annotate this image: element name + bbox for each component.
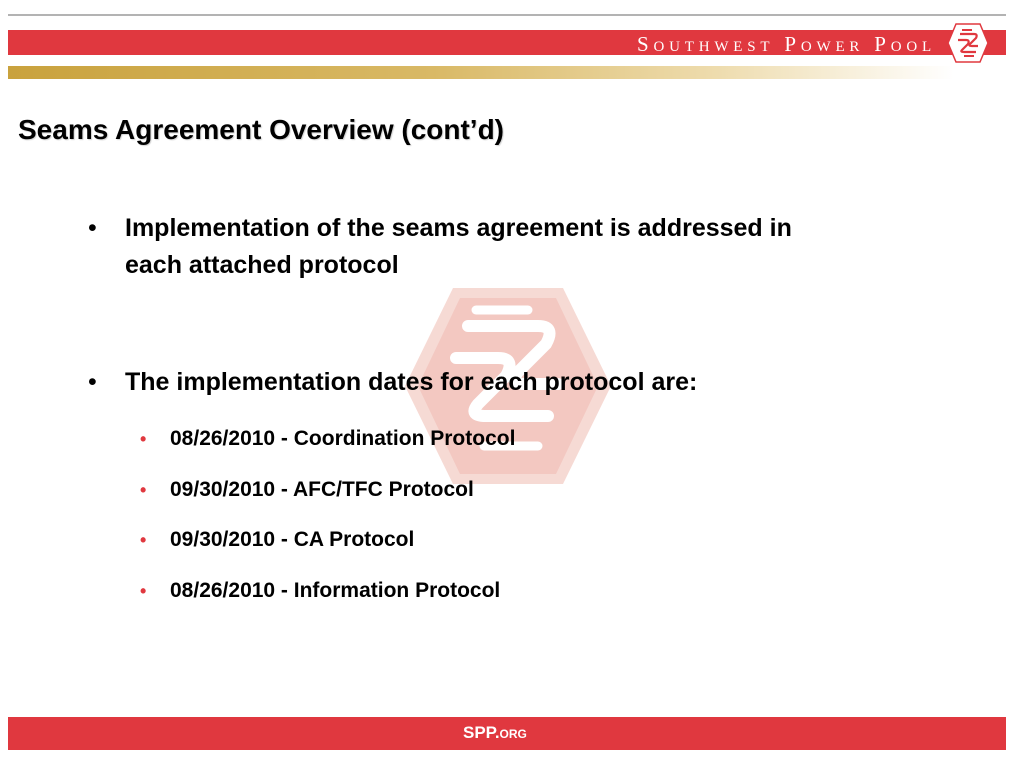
brand-name: Southwest Power Pool	[636, 32, 936, 56]
sub-bullet-dot: •	[140, 429, 147, 449]
sub-bullet-dot: •	[140, 480, 147, 500]
bullet-dot: •	[88, 214, 97, 242]
sub-bullet-dot: •	[140, 581, 147, 601]
bullet-text: The implementation dates for each protocol are:	[125, 368, 698, 396]
footer-site-link[interactable]: SPP.org	[463, 723, 527, 742]
sub-bullet-text: 09/30/2010 - AFC/TFC Protocol	[170, 478, 474, 501]
bullet-text: each attached protocol	[125, 251, 399, 279]
sub-bullet-text: 09/30/2010 - CA Protocol	[170, 528, 415, 551]
bullet-text: Implementation of the seams agreement is addressed in	[125, 214, 792, 242]
gold-accent-band	[8, 66, 954, 79]
sub-bullet-dot: •	[140, 530, 147, 550]
sub-bullet-text: 08/26/2010 - Information Protocol	[170, 579, 501, 602]
top-divider	[8, 14, 1006, 16]
bullet-dot: •	[88, 368, 97, 396]
slide-title: Seams Agreement Overview (cont’d)	[18, 114, 505, 145]
spp-diamond-logo-icon	[946, 22, 990, 64]
sub-bullet-text: 08/26/2010 - Coordination Protocol	[170, 427, 516, 450]
